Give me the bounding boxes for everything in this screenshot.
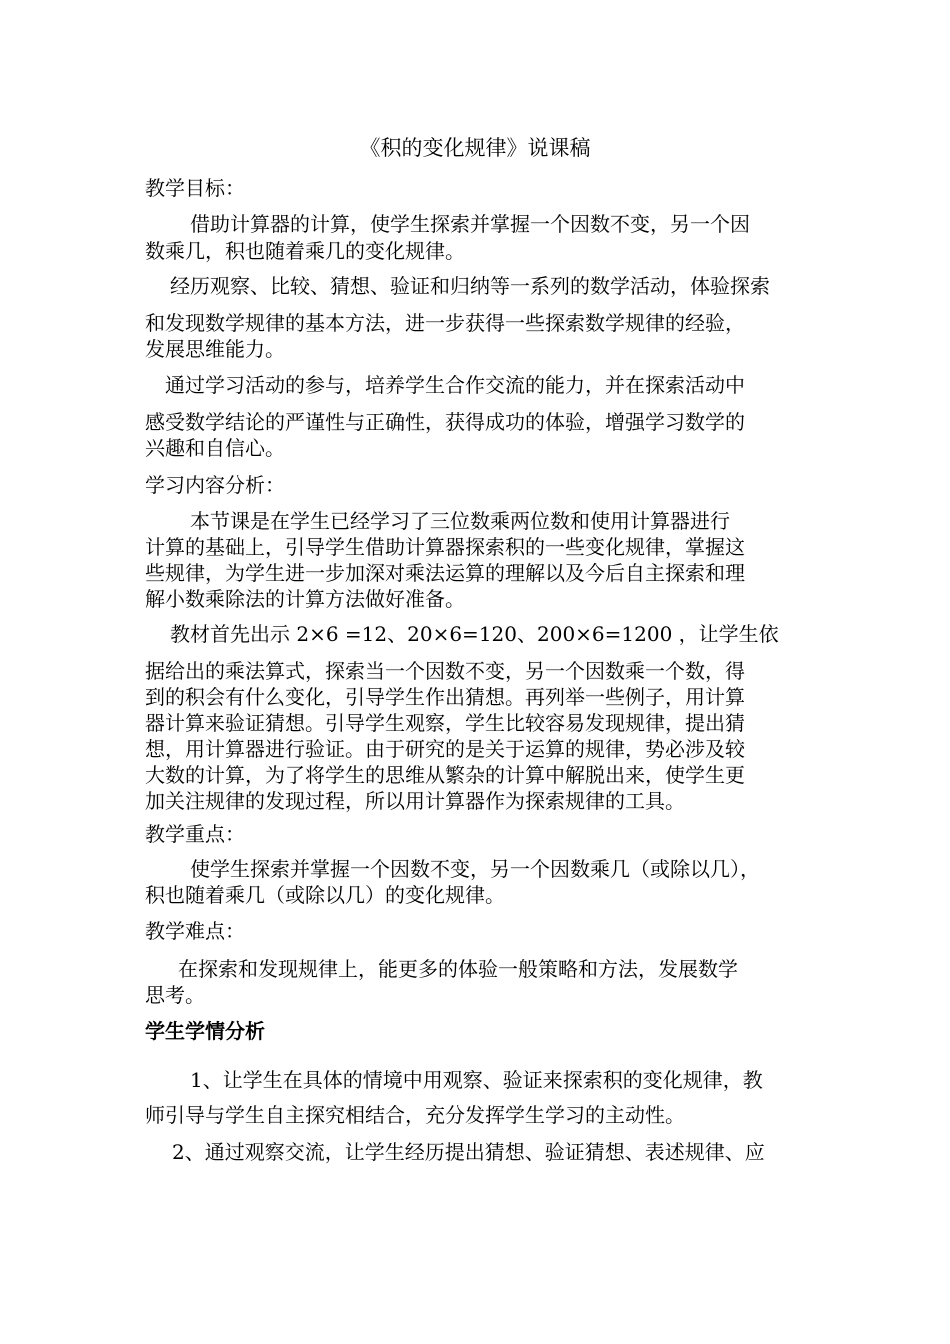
paragraph-line: 师引导与学生自主探究相结合，充分发挥学生学习的主动性。 [145,1103,685,1127]
paragraph-line: 数乘几，积也随着乘几的变化规律。 [145,239,465,263]
paragraph-line: 经历观察、比较、猜想、验证和归纳等一系列的数学活动，体验探索 [170,274,770,298]
paragraph-line: 到的积会有什么变化，引导学生作出猜想。再列举一些例子，用计算 [145,685,745,709]
key-heading: 教学重点： [145,822,245,846]
paragraph-line: 通过学习活动的参与，培养学生合作交流的能力，并在探索活动中 [165,373,745,397]
document-title: 《积的变化规律》说课稿 [359,136,591,160]
paragraph-line: 积也随着乘几（或除以几）的变化规律。 [145,883,505,907]
paragraph-line: 使学生探索并掌握一个因数不变，另一个因数乘几（或除以几）， [190,857,760,881]
paragraph-line: 大数的计算，为了将学生的思维从繁杂的计算中解脱出来，使学生更 [145,763,745,787]
paragraph-line: 借助计算器的计算，使学生探索并掌握一个因数不变，另一个因 [190,212,750,236]
paragraph-line: 本节课是在学生已经学习了三位数乘两位数和使用计算器进行 [190,509,730,533]
students-heading: 学生学情分析 [145,1019,265,1043]
paragraph-line: 想，用计算器进行验证。由于研究的是关于运算的规律，势必涉及较 [145,737,745,761]
paragraph-line: 感受数学结论的严谨性与正确性，获得成功的体验，增强学习数学的 [145,410,745,434]
paragraph-line: 计算的基础上，引导学生借助计算器探索积的一些变化规律，掌握这 [145,535,745,559]
goals-heading: 教学目标： [145,176,245,200]
paragraph-line: 器计算来验证猜想。引导学生观察，学生比较容易发现规律，提出猜 [145,711,745,735]
paragraph-line: 2、通过观察交流，让学生经历提出猜想、验证猜想、表述规律、应 [172,1140,765,1164]
paragraph-line: 加关注规律的发现过程，所以用计算器作为探索规律的工具。 [145,789,685,813]
analysis-heading: 学习内容分析： [145,473,285,497]
difficulty-heading: 教学难点： [145,919,245,943]
paragraph-line: 在探索和发现规律上，能更多的体验一般策略和方法，发展数学 [178,957,738,981]
paragraph-line: 思考。 [145,983,205,1007]
paragraph-line: 发展思维能力。 [145,337,285,361]
paragraph-line: 教材首先出示 2×6 =12、20×6=120、200×6=1200 ，让学生依 [170,622,779,646]
paragraph-line: 解小数乘除法的计算方法做好准备。 [145,587,465,611]
paragraph-line: 据给出的乘法算式，探索当一个因数不变，另一个因数乘一个数，得 [145,659,745,683]
paragraph-line: 和发现数学规律的基本方法，进一步获得一些探索数学规律的经验， [145,311,745,335]
paragraph-line: 些规律，为学生进一步加深对乘法运算的理解以及今后自主探索和理 [145,561,745,585]
paragraph-line: 兴趣和自信心。 [145,436,285,460]
paragraph-line: 1、让学生在具体的情境中用观察、验证来探索积的变化规律，教 [190,1068,763,1092]
